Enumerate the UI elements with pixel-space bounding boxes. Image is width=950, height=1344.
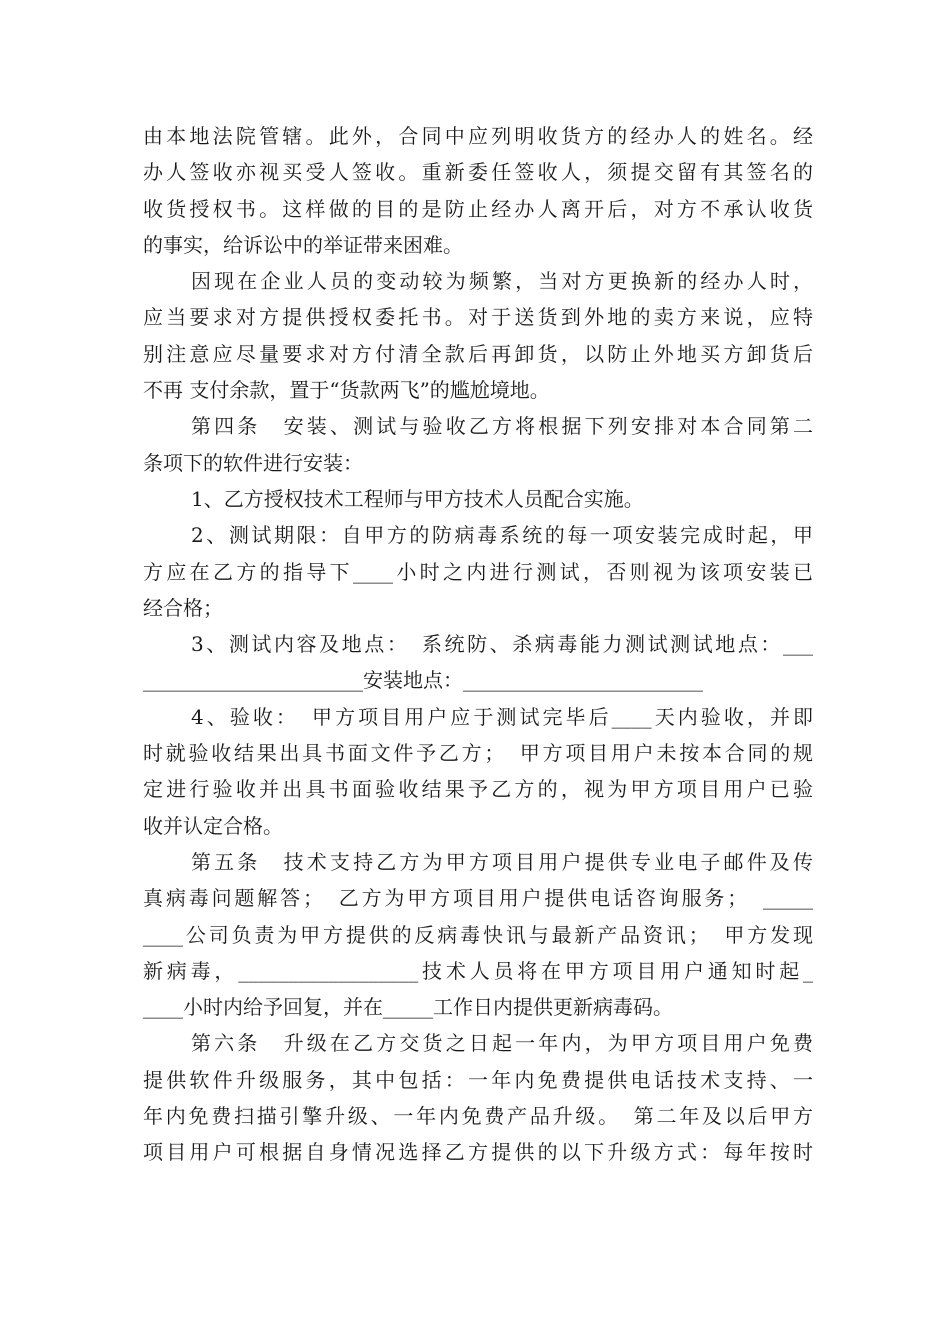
text-line: 第四条 安装、测试与验收乙方将根据下列安排对本合同第二 [191, 414, 813, 439]
text-line: 因现在企业人员的变动较为频繁，当对方更换新的经办人时， [191, 269, 813, 294]
text-line: ______________________安装地点：________________________ [143, 668, 703, 693]
text-line: 第五条 技术支持乙方为甲方项目用户提供专业电子邮件及传 [191, 849, 813, 874]
text-line: 收并认定合格。 [143, 813, 283, 838]
document-body [143, 118, 813, 1171]
text-line: 真病毒问题解答； 乙方为甲方项目用户提供电话咨询服务； _____ [143, 886, 813, 911]
text-line: 2、测试期限：自甲方的防病毒系统的每一项安装完成时起，甲 [191, 523, 813, 548]
text-line: 3、测试内容及地点： 系统防、杀病毒能力测试测试地点：___ [191, 632, 813, 657]
text-line: 提供软件升级服务，其中包括：一年内免费提供电话技术支持、一 [143, 1067, 813, 1092]
text-line: 应当要求对方提供授权委托书。对于送货到外地的卖方来说，应特 [143, 305, 813, 330]
text-line: 年内免费扫描引擎升级、一年内免费产品升级。 第二年及以后甲方 [143, 1104, 813, 1129]
text-line: 别注意应尽量要求对方付清全款后再卸货，以防止外地买方卸货后 [143, 341, 813, 366]
text-line: 新病毒，__________________技术人员将在甲方项目用户通知时起_ [143, 958, 813, 983]
text-line: 条项下的软件进行安装： [143, 450, 363, 475]
text-line: 4、验收： 甲方项目用户应于测试完毕后____天内验收，并即 [191, 704, 813, 729]
text-line: 第六条 升级在乙方交货之日起一年内，为甲方项目用户免费 [191, 1031, 813, 1056]
text-line: 由本地法院管辖。此外，合同中应列明收货方的经办人的姓名。经 [143, 124, 813, 148]
text-line: 1、乙方授权技术工程师与甲方技术人员配合实施。 [191, 486, 644, 511]
text-line: 不再 支付余款，置于“货款两飞”的尴尬境地。 [143, 378, 550, 403]
text-line: 经合格； [143, 595, 223, 620]
text-line: 时就验收结果出具书面文件予乙方； 甲方项目用户未按本合同的规 [143, 741, 813, 766]
text-line: 定进行验收并出具书面验收结果予乙方的，视为甲方项目用户已验 [143, 777, 813, 802]
text-line: 的事实，给诉讼中的举证带来困难。 [143, 232, 463, 257]
text-line: ____小时内给予回复，并在_____工作日内提供更新病毒码。 [143, 995, 673, 1020]
text-line: ____公司负责为甲方提供的反病毒快讯与最新产品资讯； 甲方发现 [143, 922, 813, 947]
text-line: 收货授权书。这样做的目的是防止经办人离开后，对方不承认收货 [143, 196, 813, 221]
text-line: 方应在乙方的指导下____小时之内进行测试，否则视为该项安装已 [143, 559, 813, 584]
text-line: 办人签收亦视买受人签收。重新委任签收人，须提交留有其签名的 [143, 160, 813, 185]
text-line: 项目用户可根据自身情况选择乙方提供的以下升级方式：每年按时 [143, 1140, 813, 1165]
